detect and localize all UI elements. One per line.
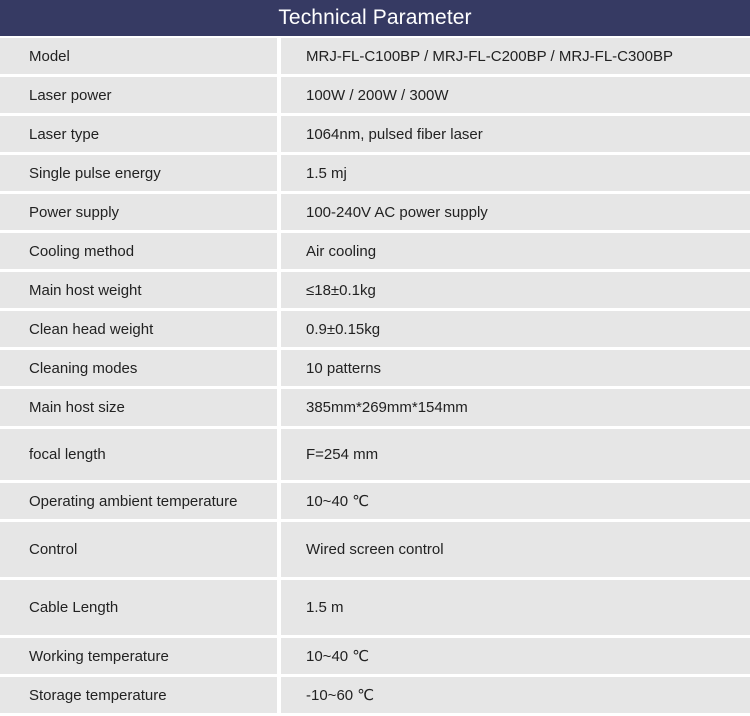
- row-value: 1064nm, pulsed fiber laser: [281, 116, 750, 152]
- row-label: Power supply: [0, 194, 281, 230]
- row-value: 0.9±0.15kg: [281, 311, 750, 347]
- table-row-storage-temperature: [0, 677, 750, 716]
- table-header: [0, 0, 750, 36]
- row-label: focal length: [0, 429, 281, 480]
- row-value: 1.5 mj: [281, 155, 750, 191]
- row-value: Wired screen control: [281, 522, 750, 577]
- row-value: 10 patterns: [281, 350, 750, 386]
- table-row-power-supply: [0, 194, 750, 233]
- row-value: 1.5 m: [281, 580, 750, 635]
- row-label: Laser type: [0, 116, 281, 152]
- table-row-control: [0, 522, 750, 580]
- row-value: 10~40 ℃: [281, 483, 750, 519]
- table-row-operating-ambient-temperature: [0, 483, 750, 522]
- row-label: Cooling method: [0, 233, 281, 269]
- row-value: Air cooling: [281, 233, 750, 269]
- table-row-main-host-weight: [0, 272, 750, 311]
- row-label: Main host weight: [0, 272, 281, 308]
- table-row-clean-head-weight: [0, 311, 750, 350]
- table-title: Technical Parameter: [278, 6, 472, 29]
- row-value: MRJ-FL-C100BP / MRJ-FL-C200BP / MRJ-FL-C300BP: [281, 38, 750, 74]
- table-row-focal-length: [0, 429, 750, 483]
- table-row-main-host-size: [0, 389, 750, 429]
- table-row-cable-length: [0, 580, 750, 638]
- row-label: Cable Length: [0, 580, 281, 635]
- row-value: 385mm*269mm*154mm: [281, 389, 750, 426]
- row-value: 100W / 200W / 300W: [281, 77, 750, 113]
- row-value: F=254 mm: [281, 429, 750, 480]
- spec-table: [0, 38, 750, 716]
- row-label: Main host size: [0, 389, 281, 426]
- row-label: Operating ambient temperature: [0, 483, 281, 519]
- table-row-cleaning-modes: [0, 350, 750, 389]
- row-value: -10~60 ℃: [281, 677, 750, 713]
- row-value: 10~40 ℃: [281, 638, 750, 674]
- table-row-laser-type: [0, 116, 750, 155]
- row-label: Working temperature: [0, 638, 281, 674]
- table-row-single-pulse-energy: [0, 155, 750, 194]
- row-label: Model: [0, 38, 281, 74]
- table-row-cooling-method: [0, 233, 750, 272]
- table-row-working-temperature: [0, 638, 750, 677]
- table-row-model: [0, 38, 750, 77]
- row-label: Storage temperature: [0, 677, 281, 713]
- row-value: 100-240V AC power supply: [281, 194, 750, 230]
- row-label: Control: [0, 522, 281, 577]
- row-label: Laser power: [0, 77, 281, 113]
- row-value: ≤18±0.1kg: [281, 272, 750, 308]
- row-label: Single pulse energy: [0, 155, 281, 191]
- row-label: Cleaning modes: [0, 350, 281, 386]
- table-row-laser-power: [0, 77, 750, 116]
- row-label: Clean head weight: [0, 311, 281, 347]
